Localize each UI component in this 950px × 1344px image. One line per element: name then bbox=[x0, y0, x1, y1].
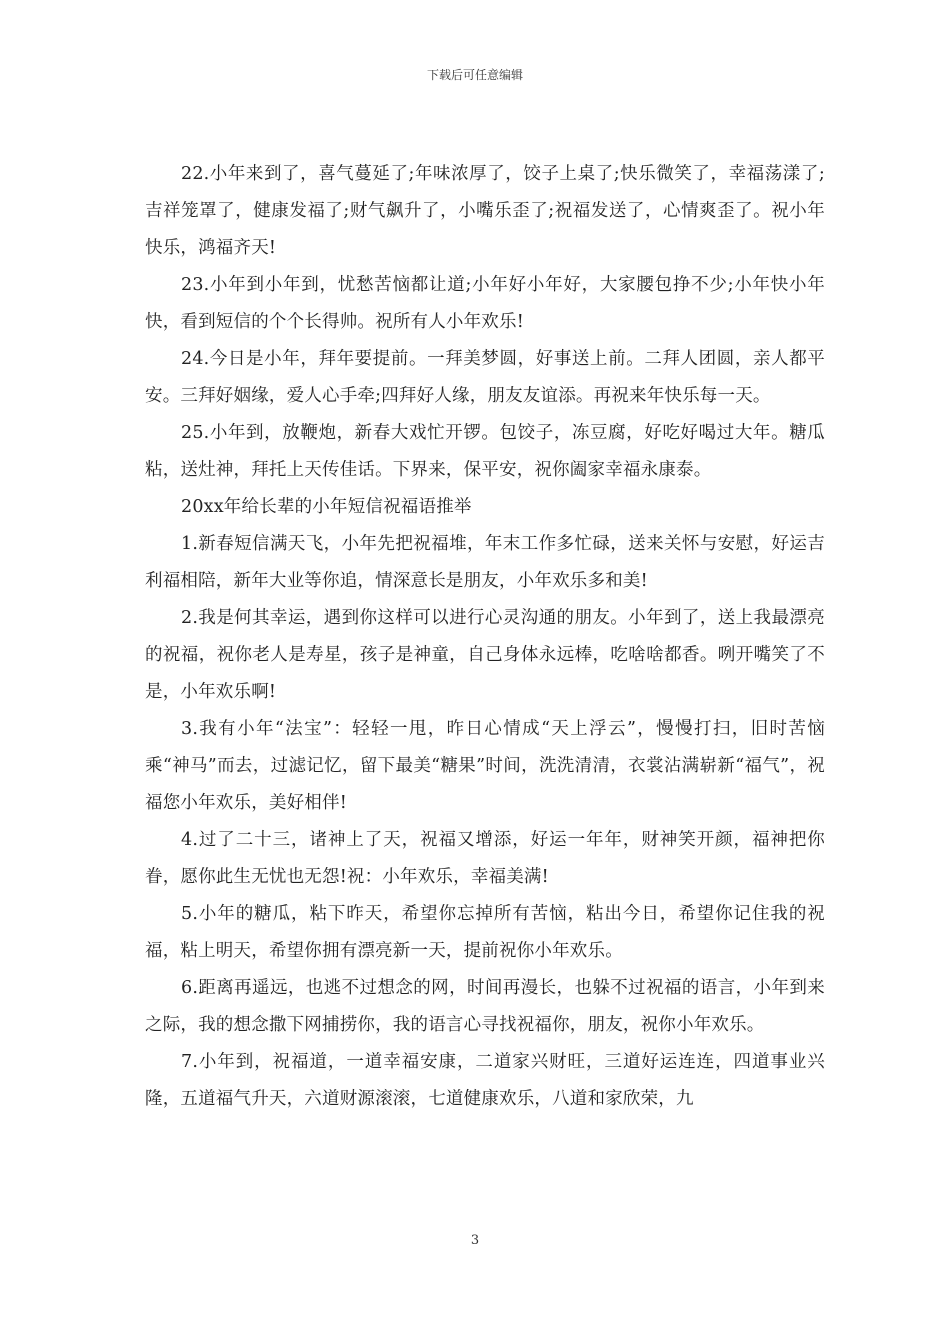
paragraph-7: 7.小年到，祝福道，一道幸福安康，二道家兴财旺，三道好运连连，四道事业兴隆，五道福气升天，六道财源滚滚，七道健康欢乐，八道和家欣荣，九 bbox=[145, 1052, 825, 1109]
section-heading: 20xx年给长辈的小年短信祝福语推举 bbox=[181, 497, 472, 517]
paragraph-6: 6.距离再遥远，也逃不过想念的网，时间再漫长，也躲不过祝福的语言，小年到来之际，我的想念撒下网捕捞你，我的语言心寻找祝福你，朋友，祝你小年欢乐。 bbox=[145, 978, 825, 1035]
paragraph-1: 1.新春短信满天飞，小年先把祝福堆，年末工作多忙碌，送来关怀与安慰，好运吉利福相陪，新年大业等你追，情深意长是朋友，小年欢乐多和美! bbox=[145, 534, 825, 591]
page-header: 下载后可任意编辑 bbox=[426, 68, 523, 82]
paragraph-2: 2.我是何其幸运，遇到你这样可以进行心灵沟通的朋友。小年到了，送上我最漂亮的祝福，祝你老人是寿星，孩子是神童，自己身体永远棒，吃啥啥都香。咧开嘴笑了不是，小年欢乐啊! bbox=[145, 608, 825, 702]
page-number: 3 bbox=[470, 1233, 480, 1248]
document-body bbox=[145, 156, 825, 1118]
paragraph-25: 25.小年到，放鞭炮，新春大戏忙开锣。包饺子，冻豆腐，好吃好喝过大年。糖瓜粘，送灶神，拜托上天传佳话。下界来，保平安，祝你阖家幸福永康泰。 bbox=[145, 423, 825, 480]
paragraph-5: 5.小年的糖瓜，粘下昨天，希望你忘掉所有苦恼，粘出今日，希望你记住我的祝福，粘上明天，希望你拥有漂亮新一天，提前祝你小年欢乐。 bbox=[145, 904, 825, 961]
paragraph-22: 22.小年来到了，喜气蔓延了;年味浓厚了，饺子上桌了;快乐微笑了，幸福荡漾了;吉祥笼罩了，健康发福了;财气飙升了，小嘴乐歪了;祝福发送了，心情爽歪了。祝小年快乐，鸿福齐天! bbox=[145, 164, 825, 258]
paragraph-24: 24.今日是小年，拜年要提前。一拜美梦圆，好事送上前。二拜人团圆，亲人都平安。三拜好姻缘，爱人心手牵;四拜好人缘，朋友友谊添。再祝来年快乐每一天。 bbox=[145, 349, 825, 406]
paragraph-3: 3.我有小年“法宝”：轻轻一甩，昨日心情成“天上浮云”，慢慢打扫，旧时苦恼乘“神马”而去，过滤记忆，留下最美“糖果”时间，洗洗清清，衣裳沾满崭新“福气”，祝福您小年欢乐，美好相伴! bbox=[145, 719, 825, 813]
paragraph-4: 4.过了二十三，诸神上了天，祝福又增添，好运一年年，财神笑开颜，福神把你眷，愿你此生无忧也无怨!祝：小年欢乐，幸福美满! bbox=[145, 830, 825, 887]
paragraph-23: 23.小年到小年到，忧愁苦恼都让道;小年好小年好，大家腰包挣不少;小年快小年快，看到短信的个个长得帅。祝所有人小年欢乐! bbox=[145, 275, 825, 332]
